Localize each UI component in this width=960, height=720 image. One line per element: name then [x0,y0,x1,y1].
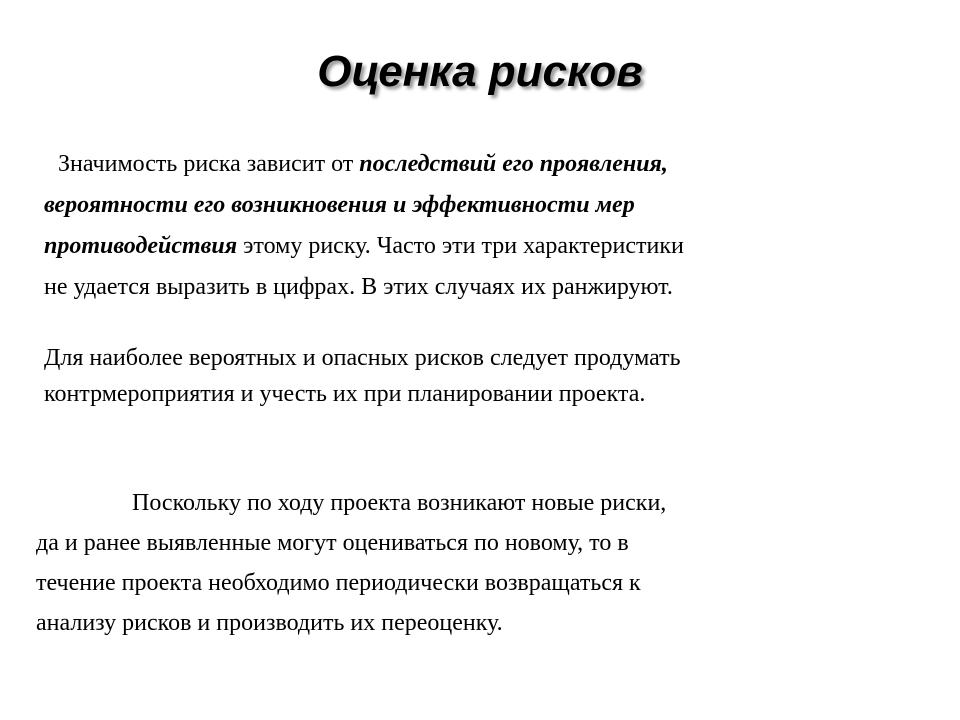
emphasized-text: противодействия [44,233,238,259]
paragraph-line: анализу рисков и производить их переоценку. [36,610,503,636]
paragraph-line [44,226,944,267]
paragraph-line: Поскольку по ходу проекта возникают новые риски, [132,490,667,516]
paragraph-line: течение проекта необходимо периодически возвращаться к [36,570,641,596]
paragraph-line [44,144,944,185]
paragraph-risk-significance [44,144,944,308]
text-run: Значимость риска зависит от [58,151,360,177]
slide-title: Оценка рисков [317,47,643,96]
paragraph-line: контрмероприятия и учесть их при планировании проекта. [44,381,646,407]
paragraph-line: да и ранее выявленные могут оцениваться по новому, то в [36,530,629,556]
emphasized-text: вероятности его возникновения и эффективности мер [44,192,635,218]
paragraph-countermeasures [44,340,944,412]
text-run: этому риску. Часто эти три характеристики [237,233,684,259]
paragraph-line: Для наиболее вероятных и опасных рисков следует продумать [44,345,681,371]
paragraph-reassessment [36,483,936,643]
emphasized-text: последствий его проявления, [359,151,668,177]
paragraph-line: не удается выразить в цифрах. В этих случаях их ранжируют. [44,274,673,300]
